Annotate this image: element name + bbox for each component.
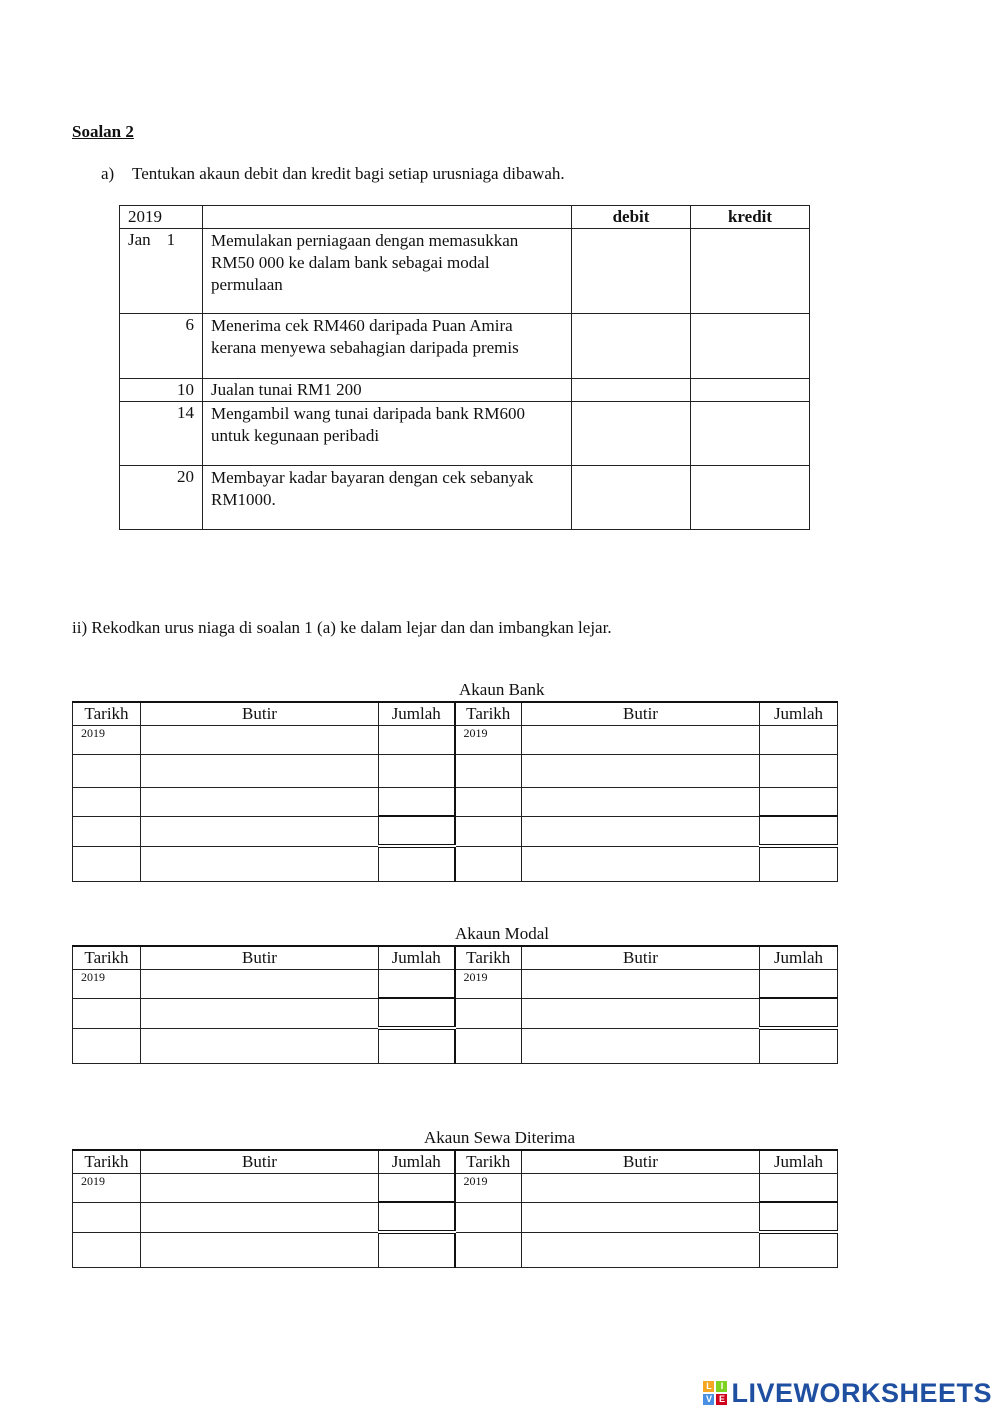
butir-header: Butir	[141, 946, 379, 969]
ledger-input-cell[interactable]	[379, 816, 455, 846]
ledger-input-cell[interactable]	[760, 969, 838, 998]
part-a-instruction: Tentukan akaun debit dan kredit bagi setiap urusniaga dibawah.	[132, 164, 565, 183]
kredit-header: kredit	[691, 206, 810, 229]
part-a-label: a)	[101, 164, 115, 183]
ledger-total-cell[interactable]	[760, 1028, 838, 1063]
ledger-modal	[72, 945, 838, 1064]
ledger-input-cell[interactable]	[379, 754, 455, 787]
ledger-input-cell[interactable]	[141, 969, 379, 998]
ledger-total-cell[interactable]	[379, 1028, 455, 1063]
ledger-input-cell[interactable]	[379, 969, 455, 998]
ledger-input-cell[interactable]	[522, 998, 760, 1028]
day-label: 14	[120, 402, 203, 466]
transaction-row	[120, 314, 810, 379]
ledger-year: 2019	[455, 725, 522, 754]
tarikh-header: Tarikh	[455, 702, 522, 725]
tarikh-header: Tarikh	[455, 1150, 522, 1173]
ledger-total-cell[interactable]	[760, 1232, 838, 1267]
kredit-answer-cell[interactable]	[691, 402, 810, 466]
day-label: 10	[120, 379, 203, 402]
tarikh-header: Tarikh	[455, 946, 522, 969]
day-label: 1	[166, 230, 176, 249]
ledger-input-cell[interactable]	[141, 1202, 379, 1232]
ledger-input-cell[interactable]	[141, 846, 379, 881]
ledger-title-sewa: Akaun Sewa Diterima	[424, 1128, 576, 1147]
ledger-input-cell[interactable]	[760, 754, 838, 787]
kredit-answer-cell[interactable]	[691, 466, 810, 530]
tarikh-header: Tarikh	[73, 946, 141, 969]
ledger-input-cell[interactable]	[73, 816, 141, 846]
description-cell: Jualan tunai RM1 200	[203, 379, 572, 402]
transaction-row	[120, 379, 810, 402]
ledger-input-cell[interactable]	[455, 1232, 522, 1267]
ledger-input-cell[interactable]	[73, 998, 141, 1028]
ledger-sewa-diterima	[72, 1149, 838, 1268]
logo-mark-letter: E	[716, 1394, 727, 1405]
ledger-input-cell[interactable]	[141, 1173, 379, 1202]
kredit-answer-cell[interactable]	[691, 379, 810, 402]
transactions-table	[119, 205, 810, 530]
butir-header: Butir	[522, 946, 760, 969]
transaction-row	[120, 229, 810, 314]
ledger-input-cell[interactable]	[455, 998, 522, 1028]
ledger-input-cell[interactable]	[379, 787, 455, 816]
ledger-input-cell[interactable]	[73, 1028, 141, 1063]
ledger-input-cell[interactable]	[141, 1232, 379, 1267]
ledger-input-cell[interactable]	[379, 998, 455, 1028]
description-cell: Membayar kadar bayaran dengan cek sebanyak RM1000.	[203, 466, 572, 530]
logo-mark-icon	[703, 1381, 727, 1405]
ledger-input-cell[interactable]	[141, 998, 379, 1028]
ledger-input-cell[interactable]	[522, 1202, 760, 1232]
ledger-input-cell[interactable]	[141, 787, 379, 816]
ledger-input-cell[interactable]	[522, 754, 760, 787]
description-cell: Menerima cek RM460 daripada Puan Amira kerana menyewa sebahagian daripada premis	[203, 314, 572, 379]
description-header-cell	[203, 206, 572, 229]
ledger-input-cell[interactable]	[522, 816, 760, 846]
month-label: Jan	[128, 230, 151, 249]
ledger-input-cell[interactable]	[760, 816, 838, 846]
ledger-input-cell[interactable]	[522, 787, 760, 816]
ledger-total-cell[interactable]	[379, 1232, 455, 1267]
ledger-input-cell[interactable]	[455, 1028, 522, 1063]
part-ii-instruction: ii) Rekodkan urus niaga di soalan 1 (a) ke dalam lejar dan dan imbangkan lejar.	[72, 618, 612, 637]
ledger-input-cell[interactable]	[379, 1202, 455, 1232]
ledger-input-cell[interactable]	[455, 787, 522, 816]
liveworksheets-logo	[703, 1378, 992, 1408]
jumlah-header: Jumlah	[760, 1150, 838, 1173]
ledger-year: 2019	[455, 969, 522, 998]
logo-mark-letter: L	[703, 1381, 714, 1392]
ledger-title-bank: Akaun Bank	[459, 680, 545, 699]
ledger-input-cell[interactable]	[522, 1028, 760, 1063]
ledger-year: 2019	[73, 969, 141, 998]
ledger-input-cell[interactable]	[73, 1202, 141, 1232]
ledger-input-cell[interactable]	[522, 1173, 760, 1202]
ledger-input-cell[interactable]	[455, 754, 522, 787]
butir-header: Butir	[522, 1150, 760, 1173]
ledger-year: 2019	[73, 725, 141, 754]
ledger-input-cell[interactable]	[760, 725, 838, 754]
jumlah-header: Jumlah	[379, 946, 455, 969]
butir-header: Butir	[522, 702, 760, 725]
ledger-input-cell[interactable]	[522, 725, 760, 754]
ledger-input-cell[interactable]	[760, 1202, 838, 1232]
ledger-input-cell[interactable]	[522, 1232, 760, 1267]
ledger-total-cell[interactable]	[379, 846, 455, 881]
transaction-row	[120, 466, 810, 530]
tarikh-header: Tarikh	[73, 702, 141, 725]
description-cell: Mengambil wang tunai daripada bank RM600 untuk kegunaan peribadi	[203, 402, 572, 466]
jumlah-header: Jumlah	[379, 1150, 455, 1173]
ledger-input-cell[interactable]	[379, 725, 455, 754]
ledger-input-cell[interactable]	[141, 816, 379, 846]
date-cell	[120, 229, 203, 314]
ledger-input-cell[interactable]	[73, 1232, 141, 1267]
ledger-input-cell[interactable]	[522, 969, 760, 998]
debit-answer-cell[interactable]	[572, 229, 691, 314]
jumlah-header: Jumlah	[379, 702, 455, 725]
jumlah-header: Jumlah	[760, 702, 838, 725]
ledger-input-cell[interactable]	[455, 1202, 522, 1232]
debit-answer-cell[interactable]	[572, 379, 691, 402]
ledger-input-cell[interactable]	[141, 754, 379, 787]
butir-header: Butir	[141, 702, 379, 725]
tarikh-header: Tarikh	[73, 1150, 141, 1173]
ledger-input-cell[interactable]	[73, 787, 141, 816]
debit-answer-cell[interactable]	[572, 314, 691, 379]
description-cell: Memulakan perniagaan dengan memasukkan RM50 000 ke dalam bank sebagai modal permulaan	[203, 229, 572, 314]
ledger-title-modal: Akaun Modal	[455, 924, 549, 943]
ledger-input-cell[interactable]	[141, 725, 379, 754]
question-title: Soalan 2	[72, 122, 134, 141]
kredit-answer-cell[interactable]	[691, 314, 810, 379]
ledger-input-cell[interactable]	[522, 846, 760, 881]
ledger-year: 2019	[455, 1173, 522, 1202]
logo-mark-letter: I	[716, 1381, 727, 1392]
day-label: 6	[120, 314, 203, 379]
debit-header: debit	[572, 206, 691, 229]
debit-answer-cell[interactable]	[572, 466, 691, 530]
ledger-input-cell[interactable]	[73, 846, 141, 881]
transaction-row	[120, 402, 810, 466]
logo-mark-letter: V	[703, 1394, 714, 1405]
ledger-input-cell[interactable]	[760, 787, 838, 816]
ledger-year: 2019	[73, 1173, 141, 1202]
butir-header: Butir	[141, 1150, 379, 1173]
ledger-input-cell[interactable]	[760, 998, 838, 1028]
logo-text: LIVEWORKSHEETS	[731, 1377, 992, 1408]
ledger-bank	[72, 701, 838, 882]
ledger-total-cell[interactable]	[760, 846, 838, 881]
ledger-input-cell[interactable]	[455, 816, 522, 846]
ledger-input-cell[interactable]	[760, 1173, 838, 1202]
debit-answer-cell[interactable]	[572, 402, 691, 466]
day-label: 20	[120, 466, 203, 530]
ledger-input-cell[interactable]	[455, 846, 522, 881]
year-cell: 2019	[120, 206, 203, 229]
jumlah-header: Jumlah	[760, 946, 838, 969]
ledger-input-cell[interactable]	[141, 1028, 379, 1063]
ledger-input-cell[interactable]	[379, 1173, 455, 1202]
ledger-input-cell[interactable]	[73, 754, 141, 787]
kredit-answer-cell[interactable]	[691, 229, 810, 314]
